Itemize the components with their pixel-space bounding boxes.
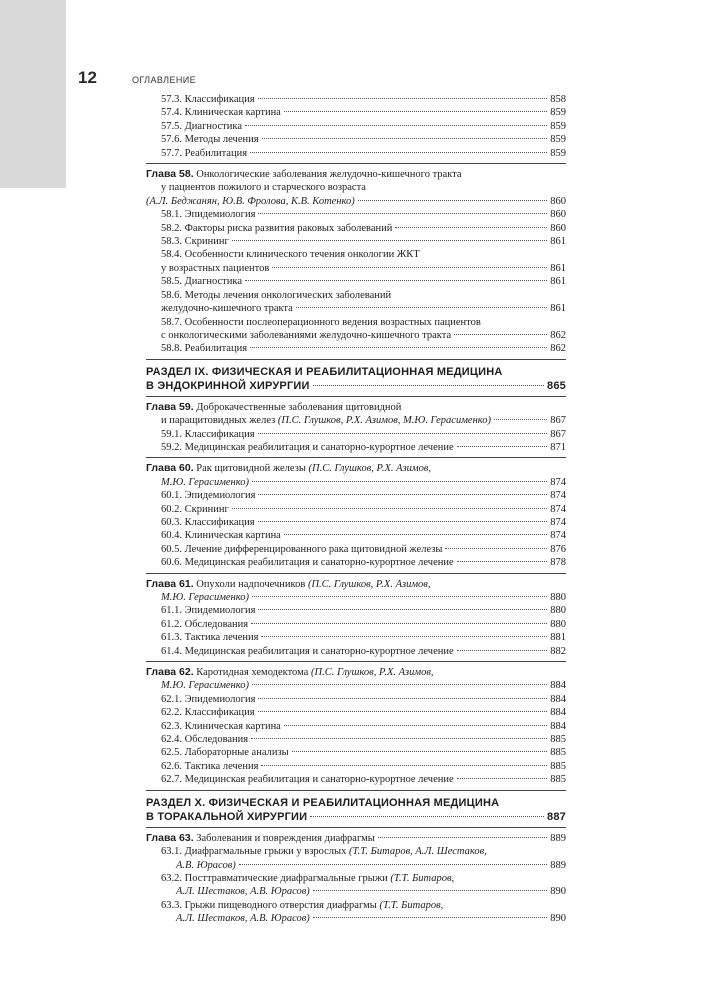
toc-entry[interactable]: 60.4. Клиническая картина 874 [161, 530, 566, 542]
divider [146, 457, 566, 458]
toc-entry[interactable]: 62.7. Медицинская реабилитация и санаторно-курортное лечение 885 [161, 774, 566, 786]
dot-leader [310, 816, 544, 817]
dot-leader [252, 481, 547, 482]
chapter-58-entry[interactable]: Глава 58. Онкологические заболевания желудочно-кишечного тракта у пациентов пожилого и старческого возраста (А.Л. Беджанян, Ю.В. Фролова, К.В. Котенко) 860 [146, 168, 566, 207]
toc-entry[interactable]: 58.8. Реабилитация 862 [161, 343, 566, 355]
toc-entry[interactable]: 58.2. Факторы риска развития раковых заболеваний 860 [161, 222, 566, 234]
dot-leader [250, 347, 547, 348]
dot-leader [313, 890, 547, 891]
dot-leader [395, 227, 547, 228]
toc-entry[interactable]: 58.7. Особенности послеоперационного ведения возрастных пациентов с онкологическими заболеваниями желудочно-кишечного тракта 862 [161, 316, 566, 341]
dot-leader [258, 213, 547, 214]
toc-entry[interactable]: 60.1. Эпидемиология 874 [161, 490, 566, 502]
toc-entry[interactable]: 57.6. Методы лечения 859 [161, 134, 566, 146]
dot-leader [250, 152, 547, 153]
page-number: 12 [78, 68, 97, 87]
dot-leader [313, 385, 544, 386]
toc-entry[interactable]: 62.3. Клиническая картина 884 [161, 720, 566, 732]
divider [146, 396, 566, 397]
dot-leader [292, 751, 548, 752]
dot-leader [258, 698, 547, 699]
running-head: ОГЛАВЛЕНИЕ [132, 75, 197, 85]
dot-leader [296, 307, 547, 308]
toc-entry[interactable]: 58.6. Методы лечения онкологических заболеваний желудочно-кишечного тракта 861 [161, 289, 566, 315]
divider [146, 359, 566, 360]
toc-entry[interactable]: 63.1. Диафрагмальные грыжи у взрослых (Т.Т. Битаров, А.Л. Шестаков, А.В. Юрасов) 889 [161, 846, 566, 871]
dot-leader [258, 98, 548, 99]
toc-entry[interactable]: 62.4. Обследования 885 [161, 734, 566, 746]
toc-entry[interactable]: 62.2. Классификация 884 [161, 707, 566, 719]
toc-entry[interactable]: 63.2. Посттравматические диафрагмальные грыжи (Т.Т. Битаров, А.Л. Шестаков, А.В. Юрасов) 890 [161, 872, 566, 898]
toc-entry[interactable]: 60.5. Лечение дифференцированного рака щитовидной железы 876 [161, 543, 566, 555]
chapter-61-entry[interactable]: Глава 61. Опухоли надпочечников (П.С. Глушков, Р.Х. Азимов, М.Ю. Герасименко) 880 [146, 577, 566, 603]
dot-leader [251, 623, 547, 624]
dot-leader [258, 433, 548, 434]
dot-leader [284, 111, 547, 112]
divider [146, 573, 566, 574]
dot-leader [284, 725, 547, 726]
toc-entry[interactable]: 63.3. Грыжи пищеводного отверстия диафрагмы (Т.Т. Битаров, А.Л. Шестаков, А.В. Юрасов) 890 [161, 899, 566, 925]
divider [146, 661, 566, 662]
chapter-59-entry[interactable]: Глава 59. Доброкачественные заболевания щитовидной и паращитовидных желез (П.С. Глушков, Р.Х. Азимов, М.Ю. Герасименко) 867 [146, 400, 566, 427]
dot-leader [313, 917, 547, 918]
toc-entry[interactable]: 59.2. Медицинская реабилитация и санаторно-курортное лечение 871 [161, 441, 566, 453]
toc-entry[interactable]: 62.6. Тактика лечения 885 [161, 760, 566, 772]
dot-leader [494, 419, 547, 420]
dot-leader [245, 280, 547, 281]
dot-leader [454, 334, 547, 335]
toc-entry[interactable]: 60.2. Скрининг 874 [161, 503, 566, 515]
dot-leader [252, 596, 547, 597]
dot-leader [258, 494, 547, 495]
dot-leader [252, 684, 547, 685]
toc-entry[interactable]: 58.3. Скрининг 861 [161, 236, 566, 248]
toc-entry[interactable]: 61.4. Медицинская реабилитация и санаторно-курортное лечение 882 [161, 645, 566, 657]
toc-entry[interactable]: 57.5. Диагностика 859 [161, 120, 566, 132]
dot-leader [262, 138, 548, 139]
dot-leader [457, 650, 548, 651]
divider [146, 163, 566, 164]
toc-entry[interactable]: 62.1. Эпидемиология 884 [161, 693, 566, 705]
chapter-63-entry[interactable]: Глава 63. Заболевания и повреждения диафрагмы 889 [146, 831, 566, 844]
toc-entry[interactable]: 57.4. Клиническая картина 859 [161, 107, 566, 119]
toc-entry[interactable]: 58.1. Эпидемиология 860 [161, 209, 566, 221]
dot-leader [261, 636, 547, 637]
dot-leader [232, 240, 547, 241]
chapter-62-entry[interactable]: Глава 62. Каротидная хемодектома (П.С. Глушков, Р.Х. Азимов, М.Ю. Герасименко) 884 [146, 666, 566, 692]
dot-leader [239, 864, 548, 865]
toc-entry[interactable]: 60.3. Классификация 874 [161, 516, 566, 528]
dot-leader [251, 738, 547, 739]
toc-entry[interactable]: 61.3. Тактика лечения 881 [161, 632, 566, 644]
toc-entry[interactable]: 61.1. Эпидемиология 880 [161, 605, 566, 617]
divider [146, 827, 566, 828]
page-edge-tab [0, 0, 66, 188]
dot-leader [258, 711, 548, 712]
dot-leader [378, 837, 547, 838]
section-10-entry[interactable]: РАЗДЕЛ X. ФИЗИЧЕСКАЯ И РЕАБИЛИТАЦИОННАЯ МЕДИЦИНА В ТОРАКАЛЬНОЙ ХИРУРГИИ 887 [146, 796, 566, 823]
dot-leader [358, 200, 547, 201]
dot-leader [258, 609, 547, 610]
toc-entry[interactable]: 61.2. Обследования 880 [161, 618, 566, 630]
dot-leader [232, 508, 547, 509]
section-9-entry[interactable]: РАЗДЕЛ IX. ФИЗИЧЕСКАЯ И РЕАБИЛИТАЦИОННАЯ МЕДИЦИНА В ЭНДОКРИННОЙ ХИРУРГИИ 865 [146, 365, 566, 392]
chapter-60-entry[interactable]: Глава 60. Рак щитовидной железы (П.С. Глушков, Р.Х. Азимов, М.Ю. Герасименко) 874 [146, 462, 566, 488]
dot-leader [272, 267, 547, 268]
dot-leader [284, 534, 547, 535]
toc-entry[interactable]: 57.7. Реабилитация 859 [161, 147, 566, 159]
toc-entry[interactable]: 58.5. Диагностика 861 [161, 276, 566, 288]
toc-entry[interactable]: 62.5. Лабораторные анализы 885 [161, 747, 566, 759]
toc-entry[interactable]: 59.1. Классификация 867 [161, 428, 566, 440]
toc-entry[interactable]: 57.3. Классификация 858 [161, 94, 566, 105]
dot-leader [457, 778, 548, 779]
dot-leader [457, 446, 548, 447]
dot-leader [445, 548, 547, 549]
toc-entry[interactable]: 58.4. Особенности клинического течения онкологии ЖКТ у возрастных пациентов 861 [161, 249, 566, 274]
dot-leader [457, 561, 548, 562]
divider [146, 790, 566, 791]
dot-leader [258, 521, 548, 522]
toc-entry[interactable]: 60.6. Медицинская реабилитация и санаторно-курортное лечение 878 [161, 557, 566, 569]
table-of-contents [146, 93, 566, 926]
dot-leader [245, 125, 547, 126]
dot-leader [261, 765, 547, 766]
